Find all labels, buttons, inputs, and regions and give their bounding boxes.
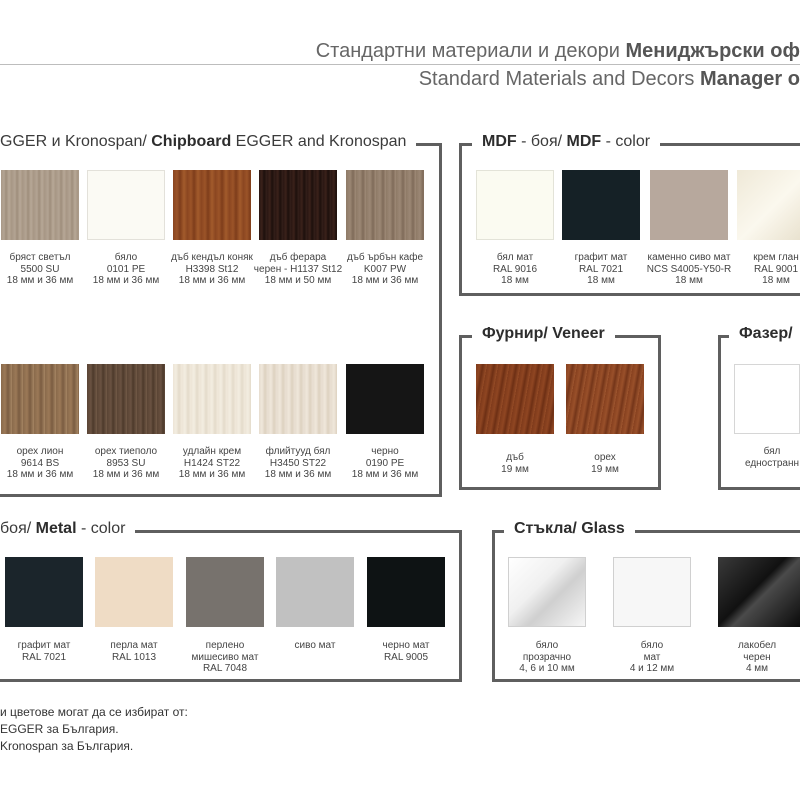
caption-glass-clear (499, 640, 595, 675)
caption-line1: черно мат (382, 640, 430, 651)
swatch-black-ferrara-oak[interactable] (259, 170, 337, 240)
swatch-white[interactable] (87, 170, 165, 240)
caption-glass-matte (604, 640, 700, 675)
caption-line2: RAL 9005 (383, 651, 429, 663)
caption-black (337, 446, 433, 481)
swatch-mdf-graphite[interactable] (562, 170, 640, 240)
caption-name: дъб ферара (269, 252, 327, 263)
chipboard-legend (0, 133, 416, 151)
caption-code: 0101 PE (106, 263, 146, 275)
caption-name: бял мат (496, 252, 534, 263)
chipboard-legend-tail: EGGER and Kronospan (231, 133, 407, 150)
caption-line1: перлено (205, 640, 245, 651)
note-line-2: EGGER за България. (0, 722, 119, 736)
caption-name: орех тиеполо (94, 446, 158, 457)
caption-name: дъб ърбън кафе (346, 252, 424, 263)
swatch-mdf-stone-grey[interactable] (650, 170, 728, 240)
caption-name: флийтууд бял (265, 446, 331, 457)
swatch-glass-matte[interactable] (613, 557, 691, 627)
caption-line2: мишесиво мат (191, 651, 259, 663)
caption-line1: бяло (640, 640, 664, 651)
caption-metal-black (358, 640, 454, 663)
note-line-1: и цветове могат да се избират от: (0, 705, 188, 719)
caption-size: 18 мм и 36 мм (6, 469, 74, 480)
caption-size: 18 мм и 36 мм (178, 275, 246, 286)
caption-code: RAL 7021 (578, 263, 624, 275)
swatch-lion-walnut[interactable] (1, 364, 79, 434)
caption-name: бяло (114, 252, 138, 263)
caption-cognac-oak (164, 252, 260, 287)
caption-glass-black-lacobel (709, 640, 800, 675)
caption-line1: лакобел (737, 640, 777, 651)
caption-size: 18 мм и 36 мм (92, 275, 160, 286)
caption-mdf-cream-gloss (728, 252, 800, 287)
caption-size: 19 мм (591, 463, 619, 475)
caption-name: удлайн крем (182, 446, 242, 457)
swatch-black[interactable] (346, 364, 424, 434)
page-title-bg (316, 40, 800, 63)
glass-legend (504, 520, 635, 538)
veneer-legend-bold: Фурнир/ Veneer (482, 325, 605, 342)
mdf-legend-bold2: MDF (566, 133, 602, 150)
caption-line3: 4, 6 и 10 мм (519, 663, 575, 674)
caption-code: H3450 ST22 (269, 457, 327, 469)
swatch-metal-grey[interactable] (276, 557, 354, 627)
caption-code: H3398 St12 (185, 263, 239, 275)
caption-size: 18 мм (501, 275, 529, 286)
caption-size: 18 мм (675, 275, 703, 286)
caption-code: 0190 PE (365, 457, 405, 469)
header-divider (0, 64, 800, 65)
caption-code: черен - H1137 St12 (253, 263, 343, 275)
caption-line2: прозрачно (522, 651, 572, 663)
swatch-glass-clear[interactable] (508, 557, 586, 627)
swatch-veneer-oak[interactable] (476, 364, 554, 434)
caption-line1: сиво мат (294, 640, 336, 651)
metal-legend-tail: - color (76, 520, 126, 537)
caption-name: бял (763, 446, 781, 457)
swatch-fiber-white[interactable] (734, 364, 800, 434)
caption-name: орех лион (16, 446, 64, 457)
caption-cream (164, 446, 260, 481)
caption-size: 18 мм (762, 275, 790, 286)
caption-black-ferrara-oak (250, 252, 346, 287)
caption-code: 5500 SU (20, 263, 60, 275)
swatch-brown-oak[interactable] (346, 170, 424, 240)
glass-legend-bold: Стъкла/ Glass (514, 520, 625, 537)
caption-name: каменно сиво мат (647, 252, 731, 263)
metal-legend-regular: боя/ (0, 520, 36, 537)
caption-size: 19 мм (501, 463, 529, 475)
caption-line2: мат (643, 651, 661, 663)
caption-metal-grey (267, 640, 363, 652)
caption-code: K007 PW (363, 263, 407, 275)
caption-size: 18 мм и 36 мм (6, 275, 74, 286)
caption-name: дъб кендъл коняк (171, 252, 253, 263)
metal-legend (0, 520, 135, 538)
swatch-cream[interactable] (173, 364, 251, 434)
caption-code: RAL 9001 (753, 263, 799, 275)
caption-size: 18 мм (587, 275, 615, 286)
swatch-mdf-cream-gloss[interactable] (737, 170, 800, 240)
caption-metal-graphite (0, 640, 92, 663)
caption-tiepolo-walnut (78, 446, 174, 481)
chipboard-legend-regular: GGER и Kronospan/ (0, 133, 152, 150)
title-regular: Стандартни материали и декори (315, 40, 626, 62)
caption-veneer-walnut (557, 452, 653, 475)
mdf-legend (472, 133, 660, 151)
caption-line2: черен (743, 651, 771, 663)
swatch-metal-pearl[interactable] (95, 557, 173, 627)
caption-size: 18 мм и 36 мм (92, 469, 160, 480)
swatch-metal-black[interactable] (367, 557, 445, 627)
caption-fiber-white (724, 446, 800, 469)
swatch-tiepolo-walnut[interactable] (87, 364, 165, 434)
swatch-glass-black-lacobel[interactable] (718, 557, 800, 627)
caption-line1: перла мат (110, 640, 158, 651)
caption-code: RAL 9016 (492, 263, 538, 275)
caption-lion-walnut (0, 446, 88, 481)
caption-name: черно (371, 446, 399, 457)
caption-mdf-white (467, 252, 563, 287)
caption-name: дъб (506, 452, 524, 463)
caption-size: 18 мм и 36 мм (264, 469, 332, 480)
caption-line3: 4 мм (745, 663, 769, 674)
caption-line1: бяло (535, 640, 559, 651)
fiber-legend-bold: Фазер/ (739, 325, 793, 342)
mdf-legend-mid: - боя/ (516, 133, 567, 150)
page-title-en (419, 68, 800, 91)
caption-size: 18 мм и 50 мм (264, 275, 332, 286)
caption-metal-pearl-mouse-grey (177, 640, 273, 675)
swatch-cognac-oak[interactable] (173, 170, 251, 240)
caption-name: орех (594, 452, 616, 463)
caption-size: едностранн (744, 457, 799, 469)
swatch-fleetwood-white[interactable] (259, 364, 337, 434)
chipboard-legend-bold: Chipboard (151, 133, 232, 150)
caption-fleetwood-white (250, 446, 346, 481)
mdf-legend-tail: - color (601, 133, 651, 150)
note-line-3: Kronospan за България. (0, 739, 134, 753)
swatch-mdf-white[interactable] (476, 170, 554, 240)
mdf-legend-bold1: MDF (482, 133, 517, 150)
caption-line2: RAL 7021 (21, 651, 67, 663)
caption-veneer-oak (467, 452, 563, 475)
caption-code: 8953 SU (106, 457, 146, 469)
caption-line3: 4 и 12 мм (629, 663, 675, 674)
caption-code: 9614 BS (20, 457, 60, 469)
caption-mdf-graphite (553, 252, 649, 287)
title-en-bold: Manager o (699, 68, 800, 90)
caption-brown-oak (337, 252, 433, 287)
swatch-metal-pearl-mouse-grey[interactable] (186, 557, 264, 627)
caption-name: крем глан (753, 252, 799, 263)
caption-light-elm (0, 252, 88, 287)
caption-size: 18 мм и 36 мм (351, 469, 419, 480)
swatch-metal-graphite[interactable] (5, 557, 83, 627)
swatch-veneer-walnut[interactable] (566, 364, 644, 434)
title-en-regular: Standard Materials and Decors (418, 68, 700, 90)
swatch-light-elm[interactable] (1, 170, 79, 240)
veneer-legend (472, 325, 615, 343)
caption-name: графит мат (574, 252, 628, 263)
caption-code: NCS S4005-Y50-R (646, 263, 732, 275)
caption-white (78, 252, 174, 287)
caption-size: 18 мм и 36 мм (178, 469, 246, 480)
caption-line3: RAL 7048 (202, 663, 248, 674)
metal-legend-bold: Metal (35, 520, 77, 537)
title-bold: Мениджърски оф (625, 40, 800, 62)
caption-line2: RAL 1013 (111, 651, 157, 663)
caption-mdf-stone-grey (641, 252, 737, 287)
caption-code: H1424 ST22 (183, 457, 241, 469)
caption-size: 18 мм и 36 мм (351, 275, 419, 286)
caption-metal-pearl (86, 640, 182, 663)
footer-notes (0, 704, 188, 755)
fiber-legend (729, 325, 800, 343)
caption-name: бряст светъл (9, 252, 71, 263)
caption-line1: графит мат (17, 640, 71, 651)
